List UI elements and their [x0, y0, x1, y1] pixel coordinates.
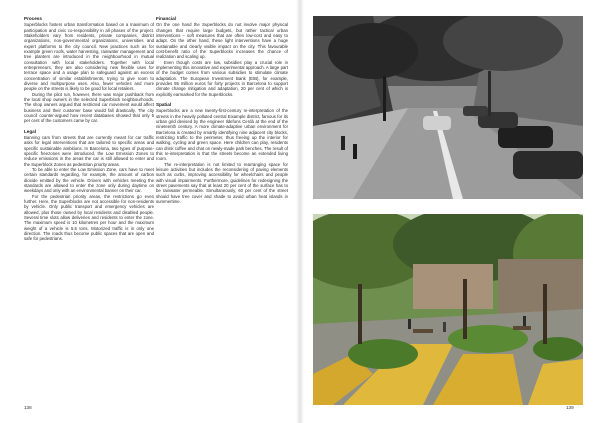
spatial-paragraph: Superblocks are a new twenty-first-century re-interpretation of the streets in the heavily polluted central Eixample district, famous for its urban grid devised by the engineer Ildefons Cerdà at the end of the nineteenth century. A more climate-adaptive urban environment for Barcelona is created by smartly identifying nine adjacent city blocks, restricting traffic to the perimeter, thus freeing up the interior for walking, cycling and green space. Here children can play, residents can drink coffee and chat on newly-made park benches. The result of this re-interpretation is that the streets become an extended living room. [156, 108, 288, 162]
process-paragraph: During the pilot run, however, there was major pushback from the local shop owners in the selected Superblock neighbourhoods. The shop owners argued that restricted car movement would affect business and their customer base would fall drastically. The city council counter-argued how recent databases showed that only 5 per cent of the customers came by car. [24, 91, 154, 124]
book-gutter [296, 0, 304, 423]
heading-financial: Financial [156, 16, 176, 21]
heading-legal: Legal [24, 128, 36, 134]
legal-paragraph: To be able to enter the Low Emission Zone, cars have to meet certain standards regarding, for example, the amount of carbon dioxide emitted by the vehicle. Drivers with vehicles meeting the standards are allowed to enter the zone only during daytime on weekdays and only with an environmental banner on their car. [24, 167, 154, 194]
legal-paragraph: Banning cars from streets that are currently meant for car traffic asks for legal interventions that are tailored to specific areas and specific sustainable ambitions. In Barcelona, two types of purpose-specific freezones were introduced, the Low Emission Zones to reduce emissions in the areas the car is still allowed to enter and the Superblock Zones as pedestrian priority areas. [24, 134, 154, 167]
page-number-right: 139 [566, 405, 574, 410]
financial-paragraph: On the one hand the Superblocks do not involve major physical changes that require large budgets, but rather tactical urban interventions – soft measures that are often low-cost and easy to adapt. On the other hand, these light interventions have a huge sustainable and clearly visible impact on the city. This favourable cost-benefit ratio of the Superblocks increases the chance of realization and scaling up. [156, 22, 288, 60]
heading-spatial: Spatial [156, 102, 172, 108]
street-photo-bw [313, 16, 583, 199]
superblock-plaza-photo [313, 214, 583, 405]
left-column [24, 16, 154, 242]
financial-paragraph: Even though costs are low, subsidies play a crucial role in implementing this innovative and experimental approach. A large part of the budget comes from various subsidies to stimulate climate adaptation. The European Investment Bank (EIB), for example, provides 95 million euros for forty projects in Barcelona to support climate change mitigation and adaptation, 20 per cent of which is explicitly earmarked for the Superblocks. [156, 59, 288, 97]
middle-column [156, 16, 288, 204]
heading-process: Process [24, 16, 42, 21]
spatial-paragraph: The re-interpretation is not limited to rearranging space for leisure activities but includes the reconsidering of paving elements such as curbs, improving accessibility for wheelchairs and people with visual impairments. Furthermore, guidelines for redesigning the street pavements say that at least 20 per cent of the surface has to be rainwater permeable. Simultaneously, 60 per cent of the street should have tree cover and shade to avoid urban heat islands in summertime. [156, 161, 288, 205]
legal-paragraph: For the pedestrian priority areas, the restrictions go even further. Here, the Superblocks are not accessible for non-residents by vehicle. Only public transport and emergency vehicles are allowed, plus those owned by local residents and disabled people. Several time slots allow deliveries and residents to enter the zone. The maximum speed is 10 kilometres per hour and the maximum weight of a vehicle is 5.5 tons. Motorized traffic is in only one direction. The roads thus become public spaces that are open and safe for pedestrians. [24, 193, 154, 242]
process-paragraph: Superblocks fosters urban transformation based on a maximum of participation and civic co-responsibility in all phases of the project. Stakeholders vary from residents, private companies, district organizations, non-governmental organizations, universities and expert platforms to the city council. New practices such as for example green roofs, water harvesting, rainwater management and tree planters are introduced in the neighbourhood in mutual consultation with local stakeholders. Together with local entrepreneurs, they are also considering new flexible uses for terrace space and a usage plan to safeguard against an excess concentration of similar establishments, trying to give room to diverse and multipurpose uses. Also, fewer vehicles and more people on the streets is likely to be good for local retailers. [24, 22, 154, 92]
page-number-left: 138 [24, 405, 32, 410]
